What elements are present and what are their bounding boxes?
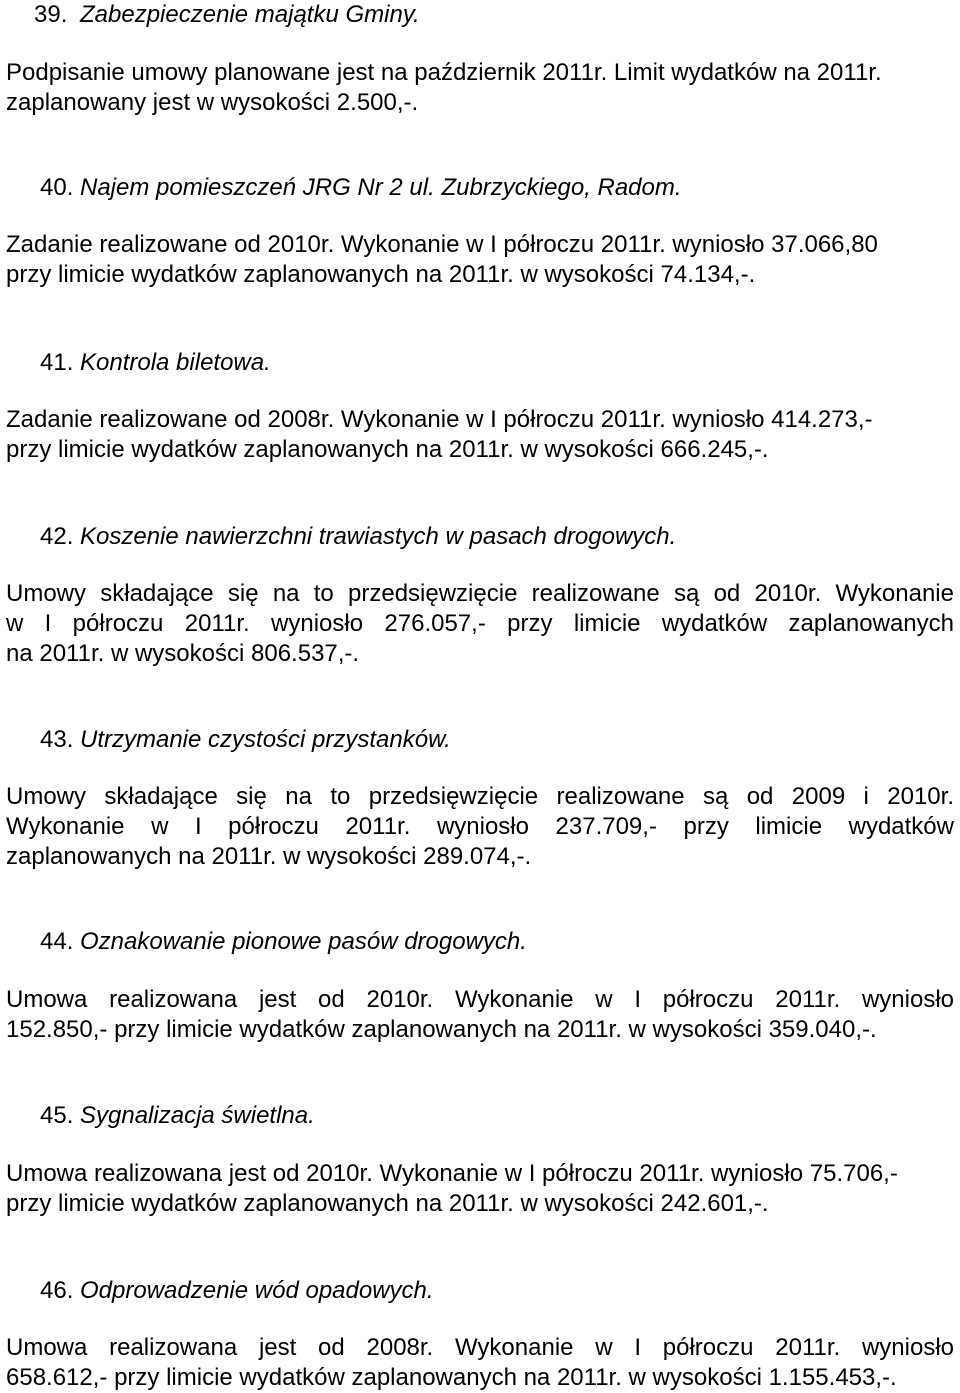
section-title: Utrzymanie czystości przystanków. [80, 726, 451, 753]
section-heading-44 [40, 927, 954, 957]
body-line: 658.612,- przy limicie wydatków zaplanowanych na 2011r. w wysokości 1.155.453,-. [6, 1364, 897, 1391]
section-number: 41. [40, 349, 74, 376]
section-title: Sygnalizacja świetlna. [80, 1102, 315, 1129]
section-title: Oznakowanie pionowe pasów drogowych. [80, 928, 527, 955]
body-line: na 2011r. w wysokości 806.537,-. [6, 640, 360, 667]
section-title: Odprowadzenie wód opadowych. [80, 1277, 434, 1304]
section-number: 42. [40, 523, 74, 550]
section-body-44 [6, 985, 954, 1045]
section-body-39 [6, 58, 954, 118]
body-line: zaplanowany jest w wysokości 2.500,-. [6, 89, 419, 116]
section-heading-40 [40, 173, 954, 203]
body-line: przy limicie wydatków zaplanowanych na 2011r. w wysokości 74.134,-. [6, 261, 756, 288]
section-title: Zabezpieczenie majątku Gminy. [80, 1, 420, 28]
section-heading-45 [40, 1101, 954, 1131]
section-number: 44. [40, 928, 74, 955]
section-number: 40. [40, 174, 74, 201]
section-heading-42 [40, 522, 954, 552]
body-line: Umowa realizowana jest od 2008r. Wykonanie w I półroczu 2011r. wyniosło [6, 1334, 954, 1361]
body-line: Wykonanie w I półroczu 2011r. wyniosło 237.709,- przy limicie wydatków [6, 813, 954, 840]
section-body-45 [6, 1159, 954, 1219]
section-body-40 [6, 230, 954, 290]
body-line: Zadanie realizowane od 2010r. Wykonanie w I półroczu 2011r. wyniosło 37.066,80 [6, 231, 878, 258]
section-number: 43. [40, 726, 74, 753]
body-line: 152.850,- przy limicie wydatków zaplanowanych na 2011r. w wysokości 359.040,-. [6, 1016, 877, 1043]
body-line: Zadanie realizowane od 2008r. Wykonanie w I półroczu 2011r. wyniosło 414.273,- [6, 406, 873, 433]
section-heading-39 [34, 0, 954, 30]
section-heading-46 [40, 1276, 954, 1306]
body-line: Umowa realizowana jest od 2010r. Wykonanie w I półroczu 2011r. wyniosło [6, 986, 954, 1013]
section-number: 46. [40, 1277, 74, 1304]
section-title: Najem pomieszczeń JRG Nr 2 ul. Zubrzyckiego, Radom. [80, 174, 682, 201]
section-body-42 [6, 579, 954, 669]
body-line: Umowy składające się na to przedsięwzięcie realizowane są od 2009 i 2010r. [6, 783, 954, 810]
section-body-46 [6, 1333, 954, 1393]
section-title: Kontrola biletowa. [80, 349, 271, 376]
body-line: Podpisanie umowy planowane jest na październik 2011r. Limit wydatków na 2011r. [6, 59, 882, 86]
body-line: Umowa realizowana jest od 2010r. Wykonanie w I półroczu 2011r. wyniosło 75.706,- [6, 1160, 898, 1187]
body-line: zaplanowanych na 2011r. w wysokości 289.074,-. [6, 843, 532, 870]
section-heading-43 [40, 725, 954, 755]
section-number: 45. [40, 1102, 74, 1129]
body-line: przy limicie wydatków zaplanowanych na 2011r. w wysokości 666.245,-. [6, 436, 769, 463]
section-number: 39. [34, 1, 68, 28]
section-body-43 [6, 782, 954, 872]
section-title: Koszenie nawierzchni trawiastych w pasach drogowych. [80, 523, 677, 550]
body-line: Umowy składające się na to przedsięwzięcie realizowane są od 2010r. Wykonanie [6, 580, 954, 607]
body-line: przy limicie wydatków zaplanowanych na 2011r. w wysokości 242.601,-. [6, 1190, 769, 1217]
body-line: w I półroczu 2011r. wyniosło 276.057,- przy limicie wydatków zaplanowanych [6, 610, 954, 637]
section-body-41 [6, 405, 954, 465]
section-heading-41 [40, 348, 954, 378]
